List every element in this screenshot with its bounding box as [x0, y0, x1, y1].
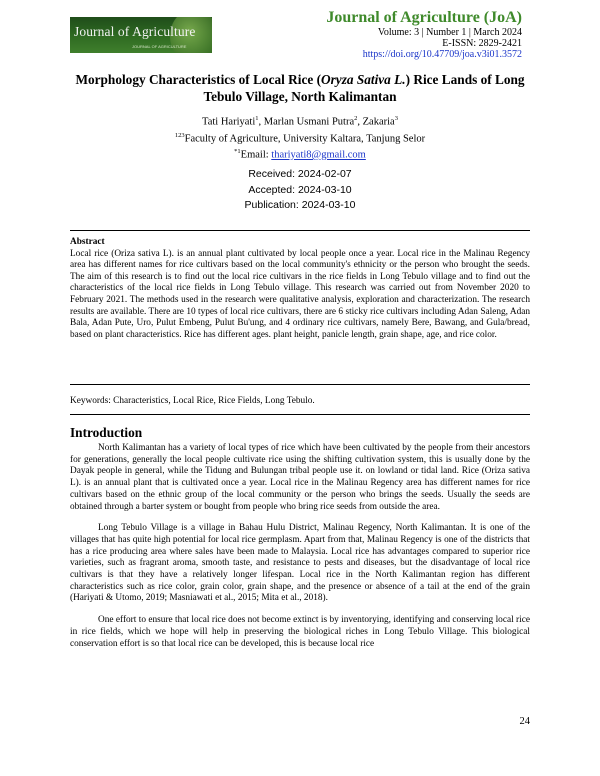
author-list: Tati Hariyati$^1$, Marlan Usmani Putra$^2$, Zakaria$^3$	[202, 115, 398, 128]
author-block	[70, 112, 530, 162]
received-date: Received: 2024-02-07	[248, 168, 352, 180]
abstract-bottom-rule	[70, 384, 530, 385]
introduction-heading: Introduction	[70, 425, 143, 440]
author-name: Marlan Usmani Putra	[263, 116, 355, 128]
body-paragraph: Long Tebulo Village is a village in Bahau Hulu District, Malinau Regency, North Kalimantan. It is one of the villages that has quite high potential for local rice germplasm. Apart from that, Malinau Regency is one of the districts that has a rice producing area where sales have been made to Malaysia. Local rice has advantages compared to superior rice varieties, such as fragrant aroma, smooth taste, and resistance to pests and diseases, but the disadvantage of local rice cultivars is that they have a relatively longer lifespan. Local rice in the North Kalimantan region has different characteristics such as rice color, grain color, grain shape, and the presence or absence of a tail at the end of the grain (Hariyati & Utomo, 2019; Masniawati et al., 2015; Mita et al., 2018).	[70, 523, 530, 604]
abstract-top-rule	[70, 230, 530, 231]
banner-subtitle: JOURNAL OF AGRICULTURE	[132, 44, 187, 49]
journal-issn: E-ISSN: 2829-2421	[442, 38, 522, 49]
accepted-date: Accepted: 2024-03-10	[248, 183, 352, 196]
species-name: Oryza Sativa L.	[321, 72, 406, 87]
body-paragraph: One effort to ensure that local rice does not become extinct is by inventorying, identifying and conserving local rice in rice fields, which we hope will help in preserving the biological riches in Long Tebulo Village. This biological conservation effort is so that local rice can be developed, this is because local rice	[70, 615, 530, 649]
body-paragraph: North Kalimantan has a variety of local types of rice which have been cultivated by the people from their ancestors for generations, generally the local people cultivate rice using the shifting cultivation system, this is usually done by the Dayak people in general, while the Tidung and Bulungan tribal people use it. on lowland or tidal land. Rice (Oriza sativa L). is an annual plant that is cultivated once a year. Local rice in the Malinau Regency area has different names for rice cultivars based on the ethnic group of the local community or the person who brings the seeds. Usually the seeds are obtained through a barter system or bought from people who bring rice seeds from outside the area.	[70, 443, 530, 512]
publication-date: Publication: 2024-03-10	[244, 199, 356, 211]
article-title: Morphology Characteristics of Local Rice (Oryza Sativa L.) Rice Lands of Long Tebulo Village, North Kalimantan	[75, 72, 525, 104]
abstract-heading: Abstract	[70, 237, 105, 247]
introduction-body	[70, 443, 530, 660]
banner-title: Journal of Agriculture	[74, 24, 196, 39]
journal-info	[326, 8, 522, 60]
author-name: Tati Hariyati	[202, 116, 256, 128]
abstract-section	[70, 237, 530, 341]
affiliation: $^{123}$Faculty of Agriculture, University Kaltara, Tanjung Selor	[174, 131, 426, 144]
page-number: 24	[519, 716, 530, 727]
journal-issue: Volume: 3 | Number 1 | March 2024	[377, 27, 522, 38]
keywords-rule	[70, 414, 530, 415]
author-name: Zakaria	[362, 116, 395, 128]
keywords: Keywords: Characteristics, Local Rice, Rice Fields, Long Tebulo.	[70, 396, 315, 406]
abstract-text: Local rice (Oriza sativa L). is an annual plant cultivated by local people once a year. Local rice in the Malinau Regency area has different names for rice cultivars based on the local community's ethnicity or the person who brought the seeds. The aim of this research is to find out the local rice cultivars in the rice fields in Long Tebulo village and to find out the characteristics of the local rice fields in Long Tebulo village. This research was carried out from November 2020 to February 2021. The methods used in the research were qualitative analysis, exploration and characterization. The research results are available. There are 10 types of local rice cultivars, there are 6 sticky rice cultivars including Adan Saleng, Adan Bala, Adan Pute, Uro, Pulut Embeng, Pulut Bu'ung, and 4 ordinary rice cultivars, namely Bere, Bawang, and Gula/bread, based on plant characteristics. Rice has different ages. plant height, panicle length, grain shape, age, and rice color.	[70, 248, 530, 340]
doi-link[interactable]: https://doi.org/10.47709/joa.v3i01.3572	[362, 49, 522, 60]
journal-name: Journal of Agriculture (JoA)	[326, 9, 522, 26]
email-link[interactable]: thariyati8@gmail.com	[271, 149, 366, 161]
email-line: $^{*1}$Email: thariyati8@gmail.com	[234, 148, 366, 161]
article-dates	[70, 167, 530, 214]
journal-banner-logo	[70, 17, 212, 53]
